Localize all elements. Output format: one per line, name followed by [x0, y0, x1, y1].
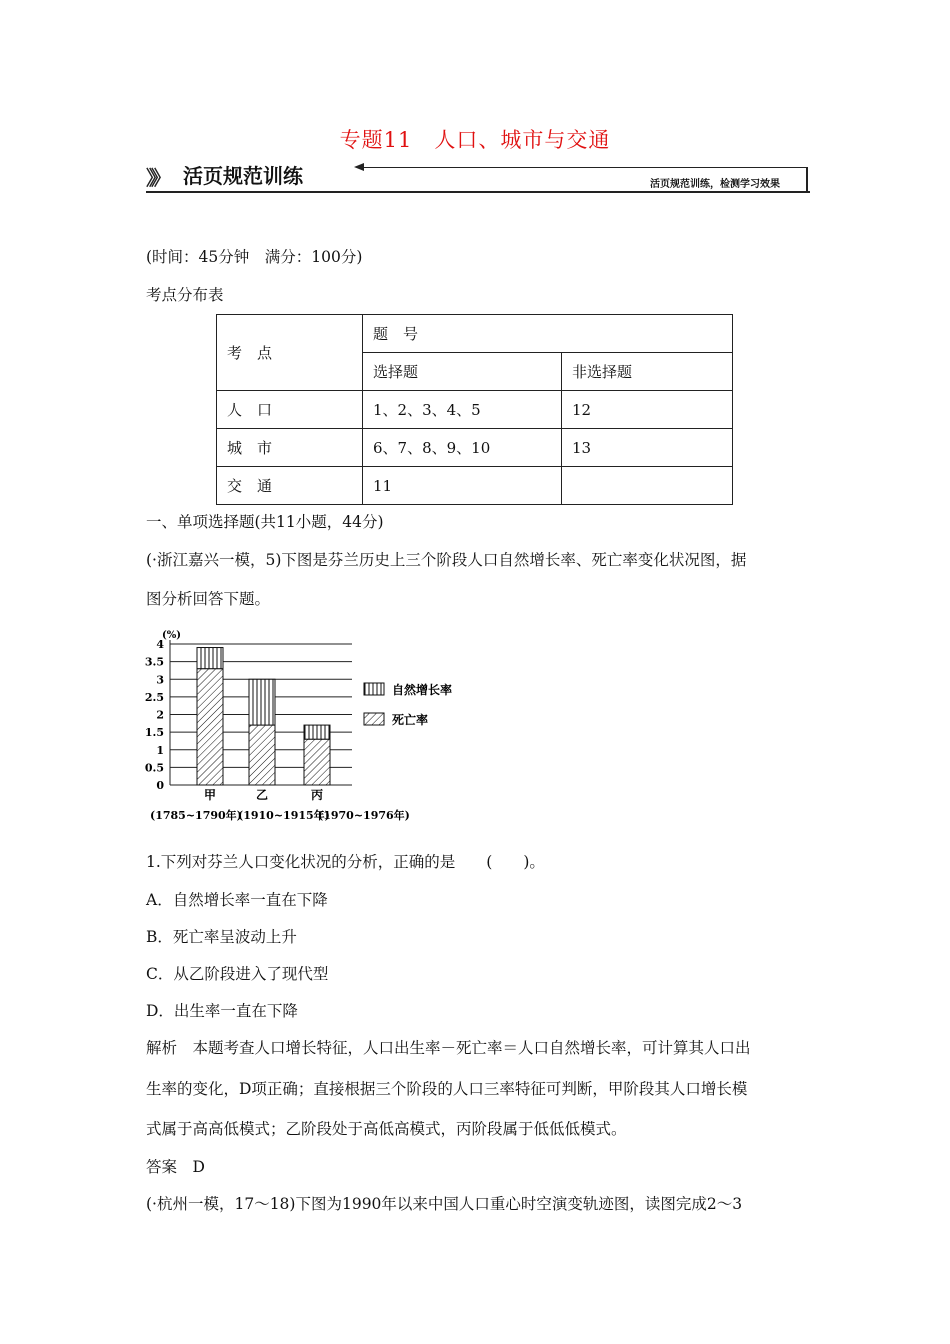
legend-label: 自然增长率: [392, 683, 453, 697]
option-b: B．死亡率呈波动上升: [146, 928, 297, 946]
table-row: [217, 391, 733, 429]
x-category-label: 甲: [203, 788, 217, 802]
y-tick-label: 0: [156, 779, 164, 792]
y-tick-label: 0.5: [144, 761, 164, 775]
banner-arrow-line: [360, 167, 807, 168]
period-label: (1910~1915年): [238, 809, 330, 822]
bar-death-rate: [197, 669, 223, 785]
intro1-line1: (·浙江嘉兴一模，5)下图是芬兰历史上三个阶段人口自然增长率、死亡率变化状况图，据: [146, 551, 747, 569]
y-tick-label: 1.5: [144, 726, 164, 740]
period-label: (1785~1790年): [150, 809, 242, 822]
table-header-nonchoice: 非选择题: [562, 353, 733, 391]
y-tick-label: 2.5: [144, 690, 164, 704]
legend-swatch: [364, 683, 384, 695]
intro2-line1: (·杭州一模，17～18)下图为1990年以来中国人口重心时空演变轨迹图，读图完成2～3: [146, 1195, 743, 1213]
table-row: [217, 429, 733, 467]
bar-natural-growth: [304, 725, 330, 739]
banner-underline: [146, 191, 810, 193]
section-heading: 一、单项选择题(共11小题，44分): [146, 513, 384, 531]
period-label: (1970~1976年): [318, 809, 410, 822]
analysis-line3: 式属于高高低模式；乙阶段处于高低高模式，丙阶段属于低低低模式。: [146, 1120, 627, 1138]
banner-chevron-icon: 》》: [146, 166, 166, 190]
topic-distribution-table: [216, 314, 733, 505]
y-tick-label: 4: [156, 638, 164, 651]
bar-death-rate: [249, 725, 275, 785]
table-cell: 11: [363, 467, 562, 505]
y-unit-label: (%): [162, 630, 181, 641]
bar-natural-growth: [249, 679, 275, 725]
page-title: 专题11 人口、城市与交通: [339, 128, 611, 152]
table-cell: 交 通: [217, 467, 363, 505]
table-row: [217, 467, 733, 505]
option-c: C．从乙阶段进入了现代型: [146, 965, 329, 983]
banner-label: 活页规范训练: [183, 164, 303, 188]
answer: 答案 D: [146, 1158, 205, 1176]
x-category-label: 丙: [310, 788, 324, 802]
legend-label: 死亡率: [392, 713, 429, 727]
table-cell: 1、2、3、4、5: [363, 391, 562, 429]
table-header-group: 题 号: [363, 315, 733, 353]
table-header-choice: 选择题: [363, 353, 562, 391]
intro1-line2: 图分析回答下题。: [146, 590, 271, 608]
table-header-topic: 考 点: [217, 315, 363, 391]
banner-tag: 活页规范训练，检测学习效果: [650, 179, 780, 190]
option-d: D．出生率一直在下降: [146, 1002, 298, 1020]
bar-natural-growth: [197, 648, 223, 669]
time-info: (时间：45分钟 满分：100分): [146, 248, 363, 266]
table-cell: 12: [562, 391, 733, 429]
question-1-stem: 1.下列对芬兰人口变化状况的分析，正确的是 ( )。: [146, 853, 545, 871]
population-rate-chart: [140, 624, 480, 824]
y-tick-label: 3: [156, 673, 164, 687]
y-tick-label: 3.5: [144, 655, 164, 669]
analysis-line1: 解析 本题考查人口增长特征，人口出生率－死亡率＝人口自然增长率，可计算其人口出: [146, 1039, 751, 1057]
table-cell: 人 口: [217, 391, 363, 429]
table-cell: 6、7、8、9、10: [363, 429, 562, 467]
table-cell: 城 市: [217, 429, 363, 467]
legend-swatch: [364, 713, 384, 725]
option-a: A．自然增长率一直在下降: [146, 891, 328, 909]
x-category-label: 乙: [255, 788, 269, 802]
bar-death-rate: [304, 739, 330, 785]
y-tick-label: 2: [156, 708, 164, 722]
analysis-line2: 生率的变化，D项正确；直接根据三个阶段的人口三率特征可判断，甲阶段其人口增长模: [146, 1080, 748, 1098]
y-tick-label: 1: [156, 743, 164, 757]
table-cell: [562, 467, 733, 505]
table-cell: 13: [562, 429, 733, 467]
banner-bracket: [806, 167, 808, 192]
table-caption: 考点分布表: [146, 286, 224, 304]
